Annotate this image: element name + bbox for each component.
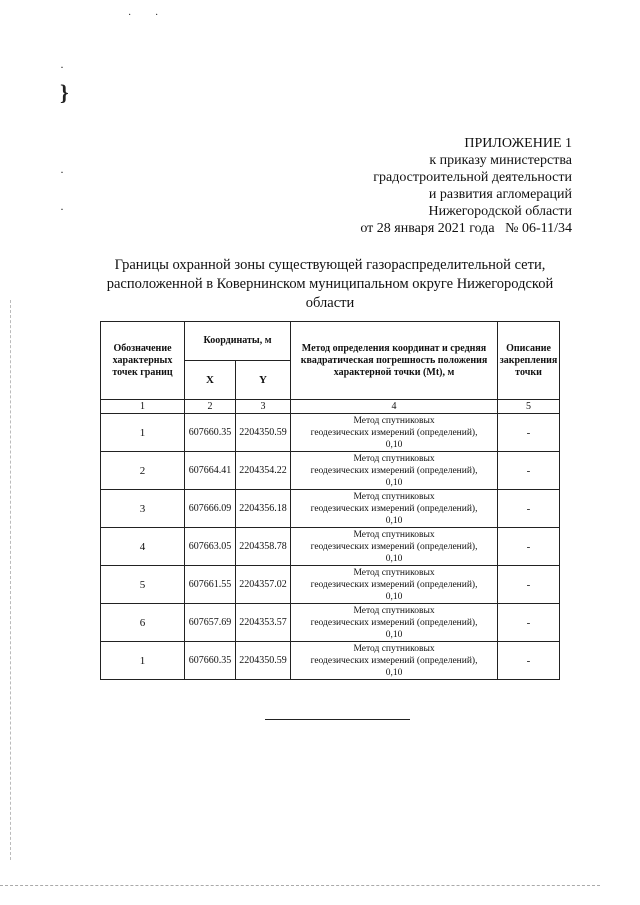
method-cell: [291, 490, 498, 528]
method-line: геодезических измерений (определений),: [310, 655, 478, 666]
method-line: Метод спутниковых: [353, 605, 435, 616]
scan-speck: ·: [60, 60, 64, 74]
appendix-date-number: от 28 января 2021 года № 06-11/34: [360, 221, 572, 236]
method-cell: [291, 414, 498, 452]
description-cell: -: [498, 528, 560, 566]
table-row: [101, 490, 560, 528]
appendix-line: к приказу министерства: [429, 153, 572, 168]
table-row: [101, 604, 560, 642]
description-cell: -: [498, 414, 560, 452]
method-accuracy: 0,10: [385, 629, 403, 640]
header-coordinates: Координаты, м: [185, 322, 291, 361]
method-line: Метод спутниковых: [353, 567, 435, 578]
coordinates-table: [100, 321, 560, 680]
appendix-line: градостроительной деятельности: [373, 170, 572, 185]
scan-speck: ·: [60, 202, 64, 216]
coord-x: 607657.69: [185, 604, 236, 642]
method-cell: [291, 642, 498, 680]
coord-y: 2204354.22: [236, 452, 291, 490]
point-id: 1: [101, 414, 185, 452]
description-cell: -: [498, 642, 560, 680]
appendix-line: Нижегородской области: [428, 204, 572, 219]
coord-x: 607661.55: [185, 566, 236, 604]
table-row: [101, 642, 560, 680]
method-line: Метод спутниковых: [353, 529, 435, 540]
method-accuracy: 0,10: [385, 591, 403, 602]
scan-speck: ·: [128, 10, 132, 21]
coord-x: 607660.35: [185, 642, 236, 680]
scan-edge-line: [10, 300, 12, 860]
column-number: 3: [236, 400, 291, 414]
appendix-line: и развития агломераций: [428, 187, 572, 202]
end-of-document-line: [265, 719, 410, 720]
description-cell: -: [498, 566, 560, 604]
method-line: геодезических измерений (определений),: [310, 427, 478, 438]
method-line: геодезических измерений (определений),: [310, 503, 478, 514]
point-id: 2: [101, 452, 185, 490]
method-accuracy: 0,10: [385, 515, 403, 526]
method-line: геодезических измерений (определений),: [310, 541, 478, 552]
header-point-designation: Обозначение характерных точек границ: [101, 322, 185, 400]
header-x: X: [185, 361, 236, 400]
header-y: Y: [236, 361, 291, 400]
method-accuracy: 0,10: [385, 553, 403, 564]
point-id: 5: [101, 566, 185, 604]
header-method: Метод определения координат и средняя квадратическая погрешность положения характерной точки (Mt), м: [291, 322, 498, 400]
method-cell: [291, 604, 498, 642]
method-cell: [291, 566, 498, 604]
coord-y: 2204358.78: [236, 528, 291, 566]
method-accuracy: 0,10: [385, 477, 403, 488]
column-number: 2: [185, 400, 236, 414]
method-cell: [291, 452, 498, 490]
document-title-line: области: [305, 295, 355, 311]
method-cell: [291, 528, 498, 566]
column-number: 5: [498, 400, 560, 414]
method-line: геодезических измерений (определений),: [310, 465, 478, 476]
table-row: [101, 528, 560, 566]
point-id: 3: [101, 490, 185, 528]
appendix-title: ПРИЛОЖЕНИЕ 1: [464, 136, 572, 151]
point-id: 1: [101, 642, 185, 680]
scan-bottom-line: [0, 885, 600, 887]
column-number: 1: [101, 400, 185, 414]
scan-bracket-mark: }: [60, 80, 69, 105]
document-title-line: расположенной в Ковернинском муниципальном округе Нижегородской: [106, 276, 554, 292]
coord-x: 607663.05: [185, 528, 236, 566]
description-cell: -: [498, 490, 560, 528]
coord-x: 607660.35: [185, 414, 236, 452]
coord-y: 2204356.18: [236, 490, 291, 528]
method-line: Метод спутниковых: [353, 415, 435, 426]
scan-speck: ·: [60, 165, 64, 179]
appendix-header: [360, 135, 572, 237]
method-accuracy: 0,10: [385, 667, 403, 678]
header-description: Описание закрепления точки: [498, 322, 560, 400]
document-title-line: Границы охранной зоны существующей газораспределительной сети,: [114, 257, 546, 273]
method-accuracy: 0,10: [385, 439, 403, 450]
coord-y: 2204350.59: [236, 414, 291, 452]
method-line: Метод спутниковых: [353, 491, 435, 502]
coord-x: 607664.41: [185, 452, 236, 490]
table-row: [101, 566, 560, 604]
method-line: Метод спутниковых: [353, 453, 435, 464]
table-row: [101, 414, 560, 452]
method-line: геодезических измерений (определений),: [310, 579, 478, 590]
method-line: геодезических измерений (определений),: [310, 617, 478, 628]
coord-y: 2204350.59: [236, 642, 291, 680]
description-cell: -: [498, 452, 560, 490]
coord-x: 607666.09: [185, 490, 236, 528]
table-row: [101, 452, 560, 490]
point-id: 4: [101, 528, 185, 566]
column-number-row: [101, 400, 560, 414]
method-line: Метод спутниковых: [353, 643, 435, 654]
document-title: [100, 256, 560, 313]
coord-y: 2204357.02: [236, 566, 291, 604]
point-id: 6: [101, 604, 185, 642]
scan-speck: ·: [155, 10, 159, 21]
coord-y: 2204353.57: [236, 604, 291, 642]
column-number: 4: [291, 400, 498, 414]
description-cell: -: [498, 604, 560, 642]
